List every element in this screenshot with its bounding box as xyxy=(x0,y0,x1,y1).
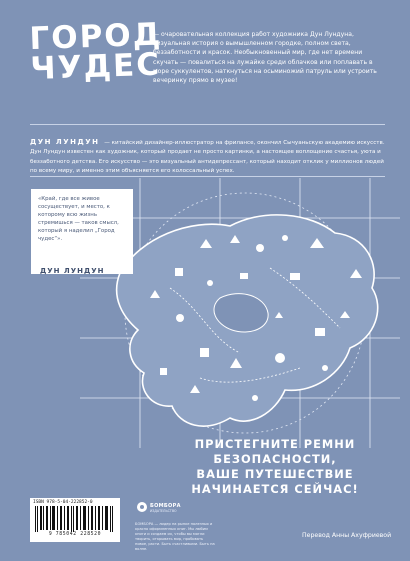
intro-text: — очаровательная коллекция работ художника Дун Лундуна, визуальная история о вымышленном городке, полном света, беззаботности и красок. Необыкновенный мир, где нет времени скучать — повалиться на лужайке среди облачков или поплавать в море суккулентов, наткнуться на осьминожий патруль или устроить вечеринку прямо в музее! xyxy=(153,31,377,85)
barcode-icon xyxy=(33,506,117,532)
slogan-line-1: ПРИСТЕГНИТЕ РЕМНИ xyxy=(194,437,356,451)
isbn-text: ISBN 978-5-04-222852-0 xyxy=(33,500,93,505)
quote-text: «Край, где все живое сосуществует, и место, к которому всю жизнь стремишься — таков смысл, который я наделил „Город чудес“». xyxy=(38,196,119,242)
divider-top xyxy=(30,124,385,125)
publisher-name: БОМБОРА xyxy=(150,503,181,509)
slogan-line-4: НАЧИНАЕТСЯ СЕЙЧАС! xyxy=(191,482,359,496)
publisher-note: БОМБОРА — лидер на рынке полезных и красно оформленных книг. Мы любим книги и создаем их, чтобы вы могли творить, открывать мир, пробовать новое, расти. Быть счастливыми. Быть на волне. xyxy=(135,522,215,551)
quote-author: ДУН ЛУНДУН xyxy=(40,267,105,275)
translator-credit: Перевод Анны Ахуфриевой xyxy=(302,532,392,539)
bio-text: — китайский дизайнер-иллюстратор на фрилансе, окончил Сычуаньскую академию искусств. Дун Лундун известен как художник, который продает не просто картинки, а настоящее воплощение счастья, уюта и беззаботного детства. Его искусство — это визуальный антидепрессант, который находит отклик у миллионов людей по всему миру, и именно этим объясняется его колоссальный успех. xyxy=(30,140,385,175)
slogan-line-2: БЕЗОПАСНОСТИ, xyxy=(213,452,337,466)
slogan-line-3: ВАШЕ ПУТЕШЕСТВИЕ xyxy=(196,467,354,481)
slogan xyxy=(160,437,390,497)
book-title xyxy=(28,16,163,88)
barcode-box xyxy=(30,498,120,542)
title-line-1: ГОРОД xyxy=(28,16,163,58)
author-bio xyxy=(30,138,385,177)
publisher-subtitle: ИЗДАТЕЛЬСТВО xyxy=(150,509,177,513)
quote-box xyxy=(31,189,133,274)
bio-author-name: ДУН ЛУНДУН xyxy=(30,138,100,146)
divider-bottom xyxy=(30,176,385,177)
barcode-number: 9 785042 228520 xyxy=(48,532,102,537)
title-line-2: ЧУДЕС xyxy=(29,46,162,88)
